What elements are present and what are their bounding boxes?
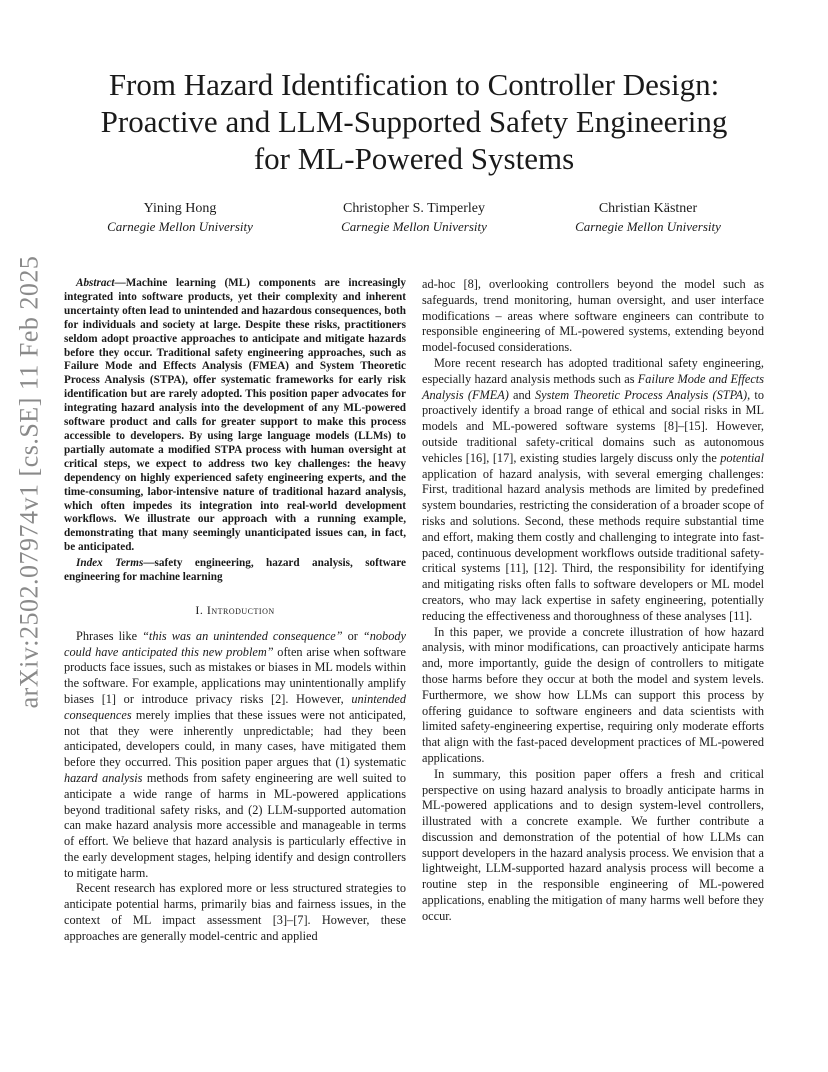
text-span: application of hazard analysis, with several emerging challenges: First, traditional hazard analysis methods are limited by predefined system boundaries, restricting the consideration of a broader scope of risks and solutions. Second, these methods require substantial time and effort, making them costly and challenging to integrate into fast-paced, continuous development workflows outside traditional safety-critical systems [11], [12]. Third, the responsibility for identifying and mitigating risks often falls to software developers or ML model creators, who may lack expertise in safety engineering, potentially reducing the effectiveness and thoroughness of these analyses [11]. xyxy=(422,466,764,623)
author-affiliation: Carnegie Mellon University xyxy=(341,219,487,234)
text-span: often arise when software products face issues, such as mistakes or biases in ML models within the software. For example, applications may unintentionally amplify biases [1] or introduce privacy risks [2]. However, xyxy=(64,644,407,706)
title-line-2: Proactive and LLM-Supported Safety Engineering xyxy=(100,104,728,139)
left-column xyxy=(64,277,406,945)
intro-paragraph-5: In summary, this position paper offers a fresh and critical perspective on using hazard analysis to broadly anticipate harms in ML-powered applications and to design system-level controllers, illustrated with a concrete example. We further contribute a discussion and demonstration of the potential of how LLMs can support developers in the hazard analysis process. We envision that a lightweight, LLM-supported hazard analysis process will become a routine step in the responsible engineering of ML-powered applications, enabling the mitigation of many harms well before they occur. xyxy=(422,766,764,923)
text-span: merely implies that these issues were not anticipated, not that they were inherently unpredictable; had they been anticipated, developers could, in many cases, have mitigated them before they occurred. This position paper argues that (1) systematic xyxy=(64,707,406,770)
section-heading-introduction: I. Introduction xyxy=(195,602,275,617)
author-affiliation: Carnegie Mellon University xyxy=(575,219,721,234)
text-span: or xyxy=(342,628,363,643)
abstract xyxy=(64,277,406,555)
abstract-label: Abstract xyxy=(76,277,115,289)
intro-paragraph-1 xyxy=(64,629,406,882)
italic-quote: “this was an unintended consequence” xyxy=(142,628,343,643)
text-span: More recent research has adopted traditional safety engineering, especially hazard analysis methods such as xyxy=(422,355,764,386)
text-span: , to proactively identify a broad range of ethical and social risks in ML models and ML-powered software systems [8]–[15]. However, outside traditional safety-critical domains such as autonomous vehicles [16], [17], existing studies largely discuss only the xyxy=(422,387,764,465)
text-span: Phrases like xyxy=(76,628,143,643)
title-line-3: for ML-Powered Systems xyxy=(253,141,575,176)
index-terms xyxy=(64,557,406,585)
arxiv-identifier-stamp xyxy=(12,255,46,709)
paper-title xyxy=(60,66,768,177)
text-span: and xyxy=(508,387,535,402)
arxiv-identifier-text: arXiv:2502.07974v1 [cs.SE] 11 Feb 2025 xyxy=(14,255,43,709)
intro-paragraph-3 xyxy=(422,356,764,625)
author-2 xyxy=(314,200,514,235)
italic-term: Failure Mode and Effects Analysis (FMEA) xyxy=(422,371,764,402)
right-column xyxy=(422,277,764,925)
text-span: methods from safety engineering are well suited to anticipate a wide range of harms in ML-powered applications beyond traditional safety risks, and (2) LLM-supported automation can make hazard analysis more accessible and manageable in terms of effort. We believe that hazard analysis is particularly effective in the early development stages, helping identify and design controllers to mitigate harm. xyxy=(64,770,406,880)
author-affiliation: Carnegie Mellon University xyxy=(107,219,253,234)
italic-term: System Theoretic Process Analysis (STPA) xyxy=(535,387,748,402)
italic-term: unintended consequences xyxy=(64,691,406,722)
abstract-text: —Machine learning (ML) components are increasingly integrated into software products, yet their complexity and inherent uncertainty often lead to unintended and hazardous consequences, both for individuals and society at large. Despite these risks, practitioners seldom adopt proactive approaches to anticipate and mitigate hazards before they occur. Traditional safety engineering approaches, such as Failure Mode and Effects Analysis (FMEA) and System Theoretic Process Analysis (STPA), offer systematic frameworks for early risk identification but are rarely adopted. This position paper advocates for integrating hazard analysis into the development of any ML-powered software product and calls for greater support to make this process accessible to developers. By using large language models (LLMs) to partially automate a modified STPA process with human oversight at critical steps, we expect to address two key challenges: the heavy dependency on highly experienced safety engineering experts, and the time-consuming, labor-intensive nature of traditional hazard analysis, which often impedes its integration into real-world development workflows. We illustrate our approach with a running example, demonstrating that many seemingly unanticipated issues can, in fact, be anticipated. xyxy=(64,277,406,554)
title-line-1: From Hazard Identification to Controller Design: xyxy=(108,67,720,102)
italic-term: potential xyxy=(720,450,764,465)
intro-paragraph-2-continued: ad-hoc [8], overlooking controllers beyond the model such as safeguards, trend monitoring, human oversight, and user interface modifications – areas where software engineers can contribute to responsible engineering of ML-powered systems, extending beyond model-focused considerations. xyxy=(422,277,764,355)
author-1 xyxy=(80,200,280,235)
index-terms-text: —safety engineering, hazard analysis, software engineering for machine learning xyxy=(64,557,406,584)
author-3 xyxy=(548,200,748,235)
author-name: Christian Kästner xyxy=(598,201,698,216)
italic-quote: “nobody could have anticipated this new problem” xyxy=(64,628,406,659)
intro-paragraph-2: Recent research has explored more or less structured strategies to anticipate potential harms, primarily bias and fairness issues, in the context of ML impact assessment [3]–[7]. However, these approaches are generally model-centric and applied xyxy=(64,881,406,943)
author-list xyxy=(80,200,748,235)
italic-term: hazard analysis xyxy=(64,770,143,785)
author-name: Christopher S. Timperley xyxy=(343,201,485,216)
intro-paragraph-4: In this paper, we provide a concrete illustration of how hazard analysis, with minor modifications, can proactively anticipate harms and, more importantly, guide the design of controllers to mitigate those harms before they occur at both the model and system levels. Furthermore, we show how LLMs can support this process by offering guidance to software engineers and data scientists with limited safety-engineering expertise, requiring only moderate efforts that align with the fast-paced development practices of ML-powered applications. xyxy=(422,624,764,765)
author-name: Yining Hong xyxy=(143,201,217,216)
index-terms-label: Index Terms xyxy=(76,557,144,570)
